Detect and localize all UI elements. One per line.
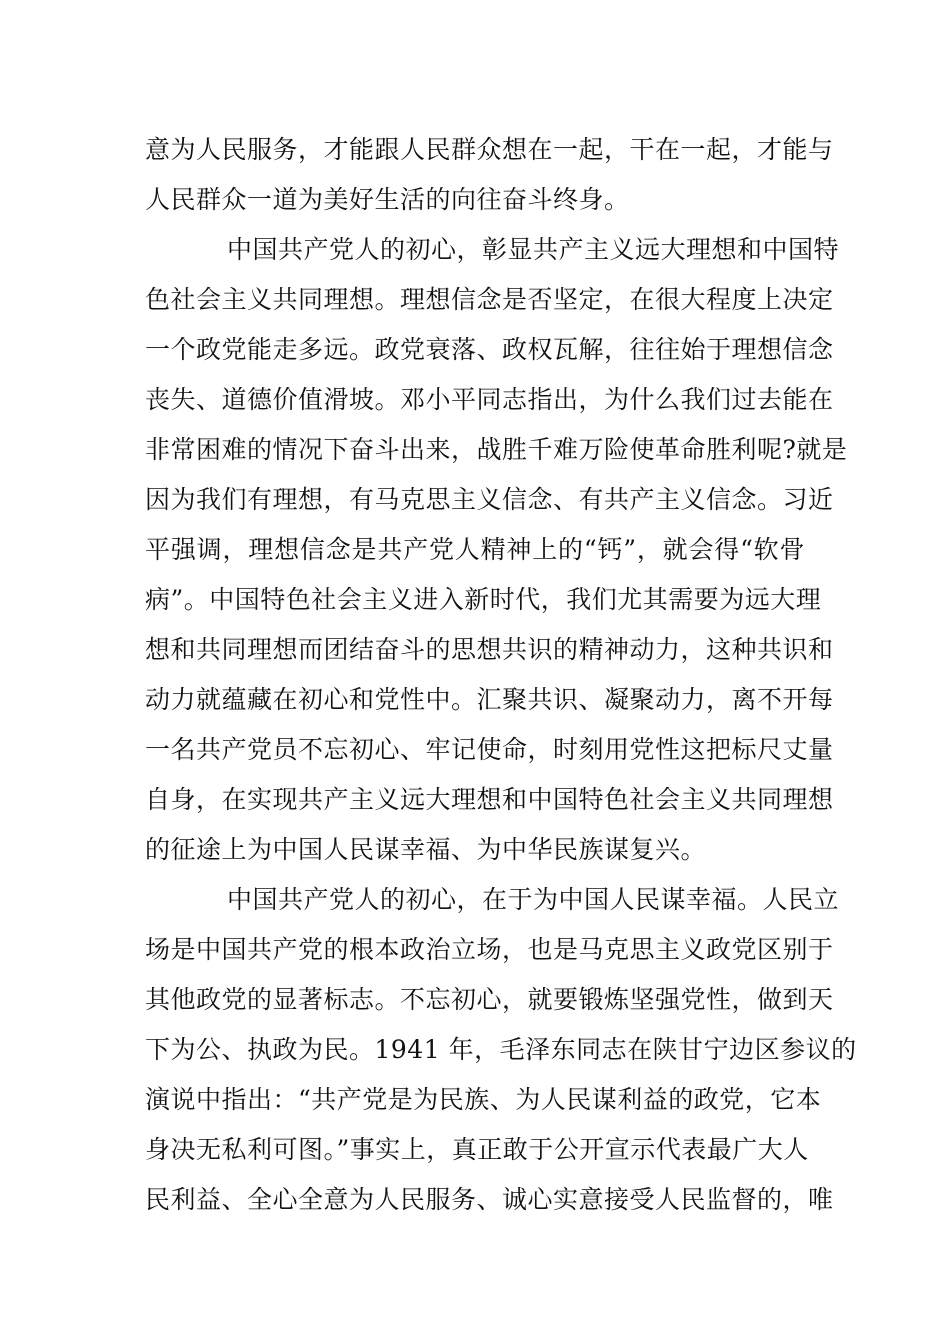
text-line: 因为我们有理想，有马克思主义信念、有共产主义信念。习近 — [145, 485, 834, 514]
text-line: 非常困难的情况下奋斗出来，战胜千难万险使革命胜利呢?就是 — [145, 435, 848, 464]
text-line: 自身，在实现共产主义远大理想和中国特色社会主义共同理想 — [145, 785, 834, 814]
paragraph-first-line: 中国共产党人的初心，彰显共产主义远大理想和中国特 — [227, 235, 840, 264]
text-line: 意为人民服务，才能跟人民群众想在一起，干在一起，才能与 — [145, 135, 834, 164]
text-line: 一个政党能走多远。政党衰落、政权瓦解，往往始于理想信念 — [145, 335, 834, 364]
text-line: 色社会主义共同理想。理想信念是否坚定，在很大程度上决定 — [145, 285, 834, 314]
paragraph-first-line: 中国共产党人的初心，在于为中国人民谋幸福。人民立 — [227, 885, 840, 914]
text-line: 一名共产党员不忘初心、牢记使命，时刻用党性这把标尺丈量 — [145, 735, 834, 764]
text-line: 丧失、道德价值滑坡。邓小平同志指出，为什么我们过去能在 — [145, 385, 834, 414]
text-line: 演说中指出：“共产党是为民族、为人民谋利益的政党，它本 — [145, 1085, 822, 1114]
text-line: 其他政党的显著标志。不忘初心，就要锻炼坚强党性，做到天 — [145, 985, 834, 1014]
text-line: 民利益、全心全意为人民服务、诚心实意接受人民监督的，唯 — [145, 1185, 834, 1214]
text-line: 平强调，理想信念是共产党人精神上的“钙”，就会得“软骨 — [145, 535, 805, 564]
text-line: 场是中国共产党的根本政治立场，也是马克思主义政党区别于 — [145, 935, 834, 964]
text-line: 想和共同理想而团结奋斗的思想共识的精神动力，这种共识和 — [145, 635, 834, 664]
text-line: 动力就蕴藏在初心和党性中。汇聚共识、凝聚动力，离不开每 — [145, 685, 834, 714]
text-line: 身决无私利可图。”事实上，真正敢于公开宣示代表最广大人 — [145, 1135, 809, 1164]
text-line: 的征途上为中国人民谋幸福、为中华民族谋复兴。 — [145, 835, 707, 864]
text-line: 人民群众一道为美好生活的向往奋斗终身。 — [145, 185, 630, 214]
text-line: 下为公、执政为民。1941 年，毛泽东同志在陕甘宁边区参议的 — [145, 1035, 857, 1064]
text-line: 病”。中国特色社会主义进入新时代，我们尤其需要为远大理 — [145, 585, 822, 614]
